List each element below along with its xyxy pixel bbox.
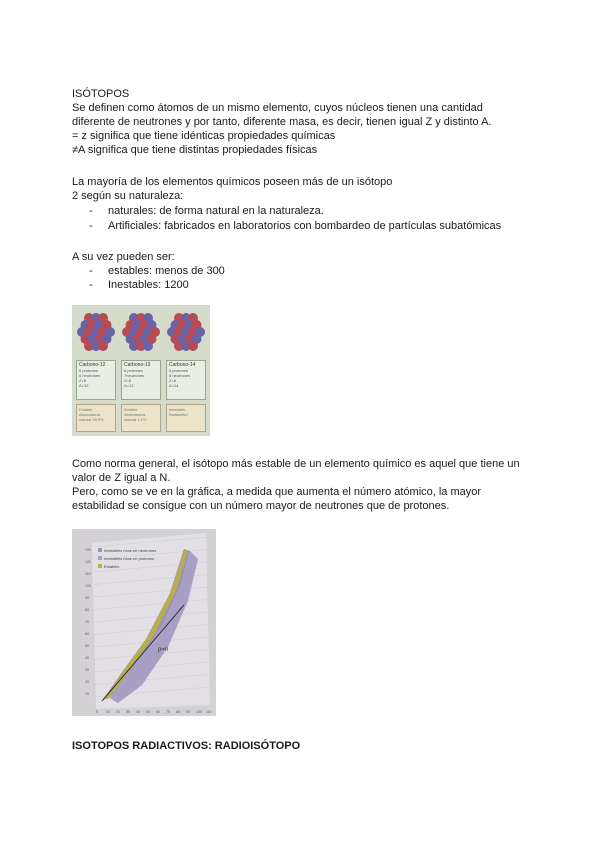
stability-chart-svg: [72, 529, 216, 716]
panel-line: 6 neutrones: [79, 373, 101, 378]
x-tick-label: 50: [146, 710, 150, 714]
carbon-13-panel: [121, 360, 161, 400]
panel-line: 8 neutrones: [169, 373, 191, 378]
types-item: estables: menos de 300: [108, 265, 225, 277]
bullet-dash: -: [89, 279, 93, 291]
panel-line: 6 protones: [124, 368, 143, 373]
panel-line: 6 protones: [79, 368, 98, 373]
y-tick-label: 20: [85, 680, 89, 684]
section-heading: ISOTOPOS RADIACTIVOS: RADIOISÓTOPO: [72, 740, 301, 752]
x-tick-label: 60: [156, 710, 160, 714]
majority-line: La mayoría de los elementos químicos poseen más de un isótopo: [72, 176, 393, 188]
nature-item: Artificiales: fabricados en laboratorios con bombardeo de partículas subatómicas: [108, 220, 502, 232]
y-tick-label: 40: [85, 656, 89, 660]
carbon-note: Inestable. Radiactivo: [166, 404, 206, 432]
x-tick-label: 110: [206, 710, 212, 714]
x-tick-label: 70: [166, 710, 170, 714]
carbon-isotopes-image: [72, 305, 210, 436]
norm-line: Como norma general, el isótopo más estable de un elemento químico es aquel que tiene un: [72, 458, 520, 470]
panel-name: Carbono-12: [79, 362, 106, 368]
panel-line: Z=6: [79, 378, 87, 383]
panel-line: A=14: [169, 383, 179, 388]
stability-chart-image: [72, 529, 216, 716]
x-tick-label: 0: [96, 710, 98, 714]
legend-label: Estables: [104, 564, 120, 569]
intro-line: ≠A significa que tiene distintas propiedades físicas: [72, 144, 318, 156]
types-item: Inestables: 1200: [108, 279, 189, 291]
intro-line: = z significa que tiene idénticas propiedades químicas: [72, 130, 336, 142]
nuclei-illustration: [72, 305, 210, 360]
x-tick-label: 40: [136, 710, 140, 714]
legend-swatch-proton-rich: [98, 556, 102, 560]
nature-item: naturales: de forma natural en la naturaleza.: [108, 205, 324, 217]
x-tick-label: 90: [186, 710, 190, 714]
carbon-note: Estable. Abundancia natural 1,1%: [121, 404, 161, 432]
carbon-12-panel: [76, 360, 116, 400]
nature-heading: 2 según su naturaleza:: [72, 190, 184, 202]
y-tick-label: 110: [85, 572, 91, 576]
norm-line: Pero, como se ve en la gráfica, a medida que aumenta el número atómico, la mayor: [72, 486, 482, 498]
norm-line: valor de Z igual a N.: [72, 472, 171, 484]
panel-line: Z=6: [124, 378, 132, 383]
types-heading: A su vez pueden ser:: [72, 251, 175, 263]
y-tick-label: 60: [85, 632, 89, 636]
legend-swatch-stable: [98, 564, 102, 568]
legend-swatch-neutron-rich: [98, 548, 102, 552]
norm-line: estabilidad se consigue con un número mayor de neutrones que de protones.: [72, 500, 450, 512]
y-tick-label: 130: [85, 548, 91, 552]
doc-title: ISÓTOPOS: [72, 88, 130, 100]
bullet-dash: -: [89, 220, 93, 232]
panel-line: 6 protones: [169, 368, 188, 373]
legend-label: Inestables ricos en neutrones: [104, 548, 157, 553]
panel-name: Carbono-13: [124, 362, 151, 368]
panel-line: A=13: [124, 383, 134, 388]
carbon-note: Estable. Abundancia natural 98,9%: [76, 404, 116, 432]
intro-line: diferente de neutrones y por tanto, diferente masa, es decir, tienen igual Z y distinto A.: [72, 116, 492, 128]
bullet-dash: -: [89, 205, 93, 217]
nucleon: [143, 341, 153, 351]
panel-line: A=12: [79, 383, 89, 388]
y-tick-label: 70: [85, 620, 89, 624]
panel-line: 7neutrones: [124, 373, 145, 378]
panel-line: Z=6: [169, 378, 177, 383]
y-tick-label: 10: [85, 692, 89, 696]
carbon-14-panel: [166, 360, 206, 400]
x-tick-label: 30: [126, 710, 130, 714]
y-tick-label: 100: [85, 584, 91, 588]
y-tick-label: 120: [85, 560, 91, 564]
p-equals-n-label: p=n: [158, 647, 169, 653]
bullet-dash: -: [89, 265, 93, 277]
y-tick-label: 50: [85, 644, 89, 648]
y-tick-label: 80: [85, 608, 89, 612]
legend-label: Inestables ricos en protones: [104, 556, 155, 561]
y-tick-label: 90: [85, 596, 89, 600]
nucleon: [98, 341, 108, 351]
nucleon: [188, 341, 198, 351]
panel-name: Carbono-14: [169, 362, 196, 368]
x-tick-label: 10: [106, 710, 110, 714]
x-tick-label: 100: [196, 710, 202, 714]
intro-line: Se definen como átomos de un mismo elemento, cuyos núcleos tienen una cantidad: [72, 102, 483, 114]
x-tick-label: 20: [116, 710, 120, 714]
x-tick-label: 80: [176, 710, 180, 714]
y-tick-label: 30: [85, 668, 89, 672]
